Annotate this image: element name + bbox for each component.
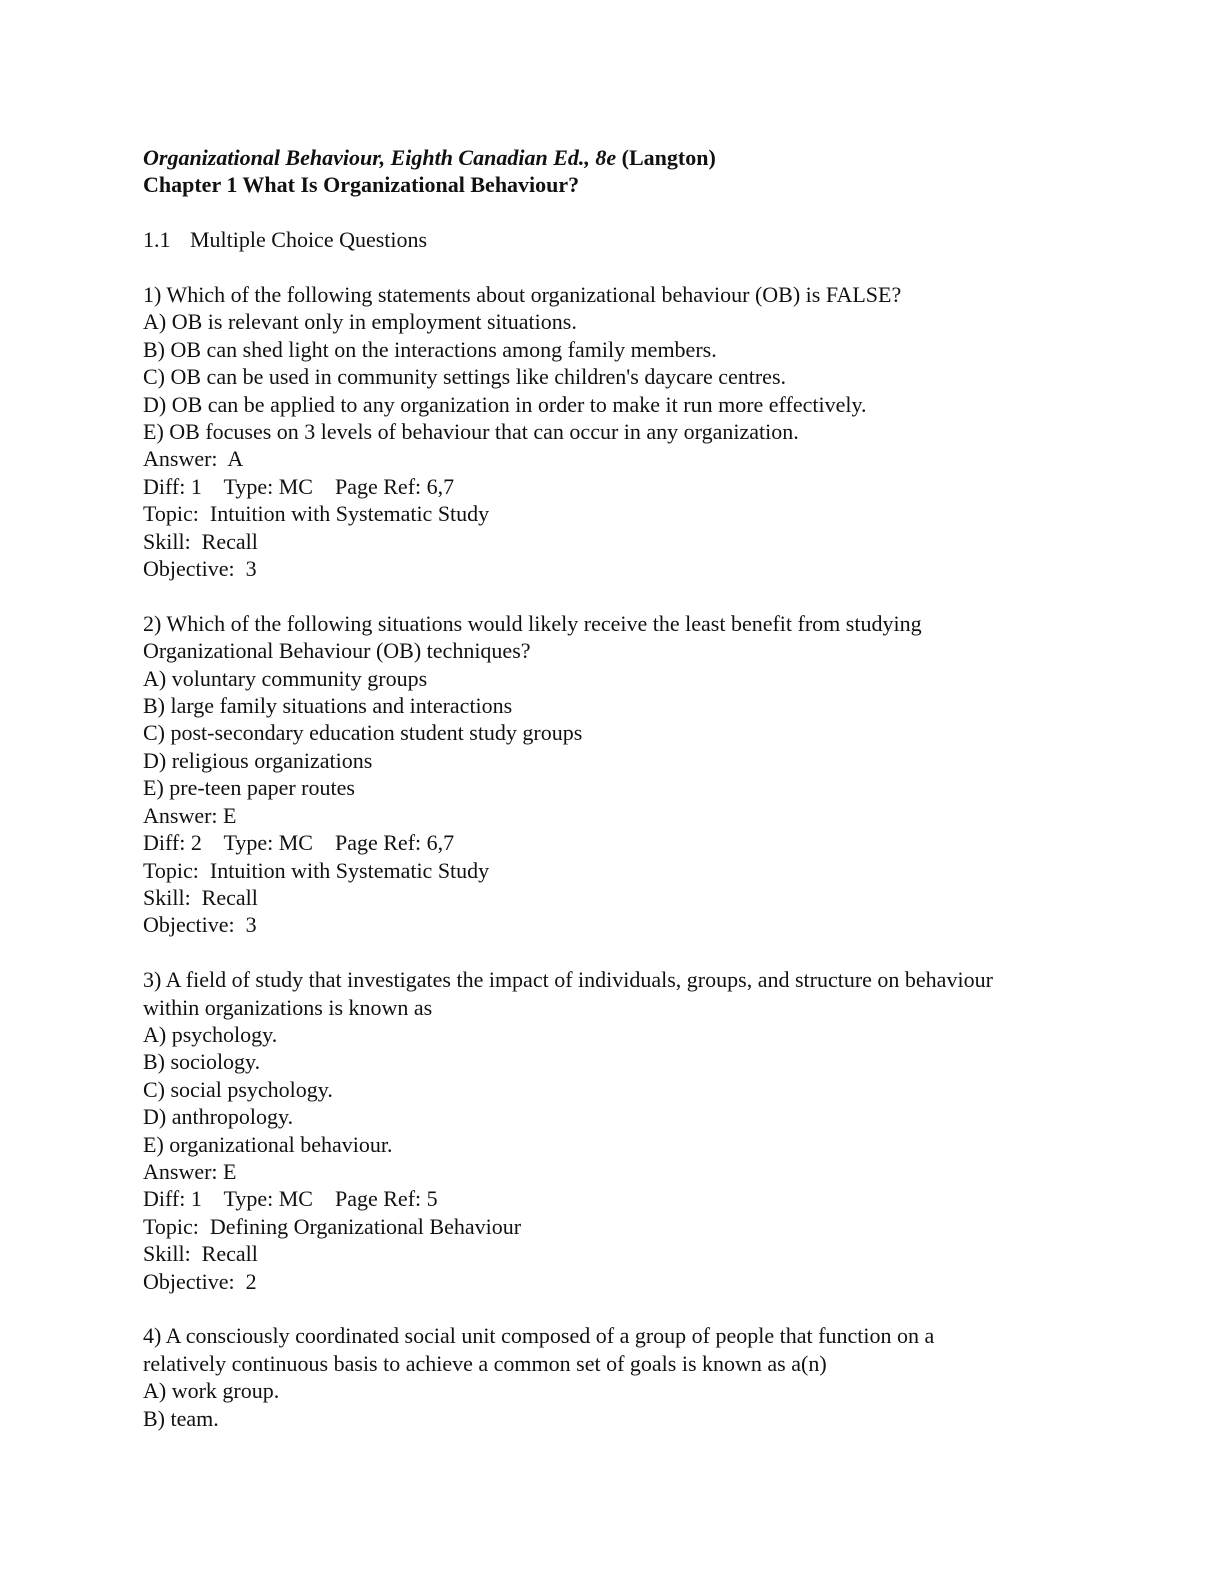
question-topic: Topic: Defining Organizational Behaviour: [143, 1213, 522, 1239]
question-stem: 1) Which of the following statements about organizational behaviour (OB) is FALSE?: [143, 282, 902, 307]
book-title: Organizational Behaviour, Eighth Canadian Ed., 8e: [143, 145, 617, 170]
question-objective: Objective: 3: [143, 556, 257, 582]
answer-option: C) OB can be used in community settings like children's daycare centres.: [143, 364, 787, 390]
question-block: [143, 610, 1103, 939]
answer-option: D) anthropology.: [143, 1104, 294, 1130]
question-objective: Objective: 3: [143, 912, 257, 938]
answer-option: A) psychology.: [143, 1021, 278, 1047]
question-metadata: Diff: 2 Type: MC Page Ref: 6,7: [143, 830, 455, 856]
answer-key: Answer: E: [143, 802, 237, 828]
answer-option: D) OB can be applied to any organization in order to make it run more effectively.: [143, 391, 867, 417]
question-stem: within organizations is known as: [143, 994, 433, 1020]
question-block: [143, 1322, 1103, 1432]
answer-key: Answer: A: [143, 446, 244, 472]
question-topic: Topic: Intuition with Systematic Study: [143, 501, 490, 527]
question-stem: 2) Which of the following situations would likely receive the least benefit from studying: [143, 610, 922, 636]
answer-key: Answer: E: [143, 1158, 237, 1184]
question-list: [143, 281, 1103, 1432]
question-stem: relatively continuous basis to achieve a common set of goals is known as a(n): [143, 1350, 827, 1376]
question-stem: 3) A field of study that investigates the impact of individuals, groups, and structure on behaviour: [143, 967, 993, 993]
section-number: 1.1: [143, 227, 171, 253]
section-title: Multiple Choice Questions: [190, 227, 428, 253]
answer-option: C) social psychology.: [143, 1076, 333, 1102]
answer-option: B) team.: [143, 1405, 219, 1431]
chapter-title: Chapter 1 What Is Organizational Behaviour?: [143, 172, 580, 198]
answer-option: E) OB focuses on 3 levels of behaviour that can occur in any organization.: [143, 419, 799, 445]
question-stem: 4) A consciously coordinated social unit composed of a group of people that function on a: [143, 1323, 935, 1349]
question-skill: Skill: Recall: [143, 1241, 258, 1267]
section-heading: [143, 226, 1103, 253]
book-author: (Langton): [621, 145, 716, 170]
answer-option: B) OB can shed light on the interactions among family members.: [143, 336, 717, 362]
question-objective: Objective: 2: [143, 1268, 257, 1294]
answer-option: E) pre-teen paper routes: [143, 775, 355, 801]
question-metadata: Diff: 1 Type: MC Page Ref: 6,7: [143, 473, 455, 499]
question-block: [143, 281, 1103, 582]
answer-option: A) work group.: [143, 1378, 280, 1404]
question-block: [143, 966, 1103, 1295]
answer-option: E) organizational behaviour.: [143, 1131, 393, 1157]
book-title-line: [143, 144, 1103, 171]
answer-option: C) post-secondary education student study groups: [143, 720, 583, 746]
answer-option: A) voluntary community groups: [143, 665, 428, 691]
question-skill: Skill: Recall: [143, 528, 258, 554]
question-skill: Skill: Recall: [143, 884, 258, 910]
answer-option: B) sociology.: [143, 1049, 261, 1075]
document-page: [143, 144, 1103, 1432]
answer-option: D) religious organizations: [143, 747, 373, 773]
question-topic: Topic: Intuition with Systematic Study: [143, 857, 490, 883]
question-metadata: Diff: 1 Type: MC Page Ref: 5: [143, 1186, 438, 1212]
answer-option: B) large family situations and interactions: [143, 693, 513, 719]
question-stem: Organizational Behaviour (OB) techniques?: [143, 638, 531, 664]
answer-option: A) OB is relevant only in employment situations.: [143, 309, 577, 335]
